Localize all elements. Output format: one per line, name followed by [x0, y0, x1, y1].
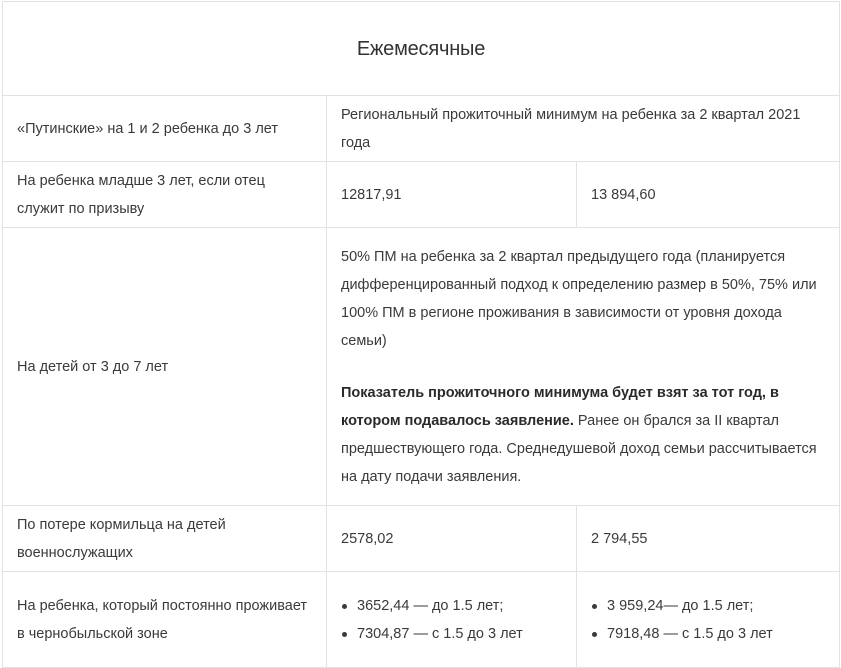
list-item: 3 959,24— до 1.5 лет; [591, 592, 825, 620]
value-cell-2021: 12817,91 [327, 162, 577, 228]
list-item: 3652,44 — до 1.5 лет; [341, 592, 562, 620]
description-paragraph: 50% ПМ на ребенка за 2 квартал предыдущего года (планируется дифференцированный подход к определению размер в 50%, 75% или 100% ПМ в регионе проживания в зависимости от уровня дохода семьи) [341, 248, 817, 349]
row-label: «Путинские» на 1 и 2 ребенка до 3 лет [3, 96, 327, 162]
value-cell-2021 [327, 572, 577, 668]
table-row [3, 96, 840, 162]
value-cell-2021: 2578,02 [327, 506, 577, 572]
note-paragraph [341, 379, 825, 491]
row-label: На ребенка младше 3 лет, если отец служит по призыву [3, 162, 327, 228]
merged-description-cell [327, 228, 840, 506]
row-label: На ребенка, который постоянно проживает в чернобыльской зоне [3, 572, 327, 668]
row-label: На детей от 3 до 7 лет [3, 228, 327, 506]
row-label: По потере кормильца на детей военнослужащих [3, 506, 327, 572]
merged-value-cell: Региональный прожиточный минимум на ребенка за 2 квартал 2021 года [327, 96, 840, 162]
note-text: Ранее он брался за II квартал предшествующего года. Среднедушевой доход семьи рассчитывается на дату подачи заявления. [341, 412, 817, 485]
table-caption-row [3, 2, 840, 96]
value-cell-2022 [577, 572, 840, 668]
benefits-table [2, 1, 840, 668]
value-cell-2022: 2 794,55 [577, 506, 840, 572]
note-bold-text: Показатель прожиточного минимума будет взят за тот год, в котором подавалось заявление. [341, 384, 779, 429]
bullet-list [591, 592, 825, 648]
table-row [3, 506, 840, 572]
table-caption: Ежемесячные [3, 2, 840, 96]
table-row [3, 572, 840, 668]
table-row [3, 162, 840, 228]
bullet-list [341, 592, 562, 648]
value-cell-2022: 13 894,60 [577, 162, 840, 228]
list-item: 7918,48 — с 1.5 до 3 лет [591, 620, 825, 648]
table-row [3, 228, 840, 506]
list-item: 7304,87 — с 1.5 до 3 лет [341, 620, 562, 648]
